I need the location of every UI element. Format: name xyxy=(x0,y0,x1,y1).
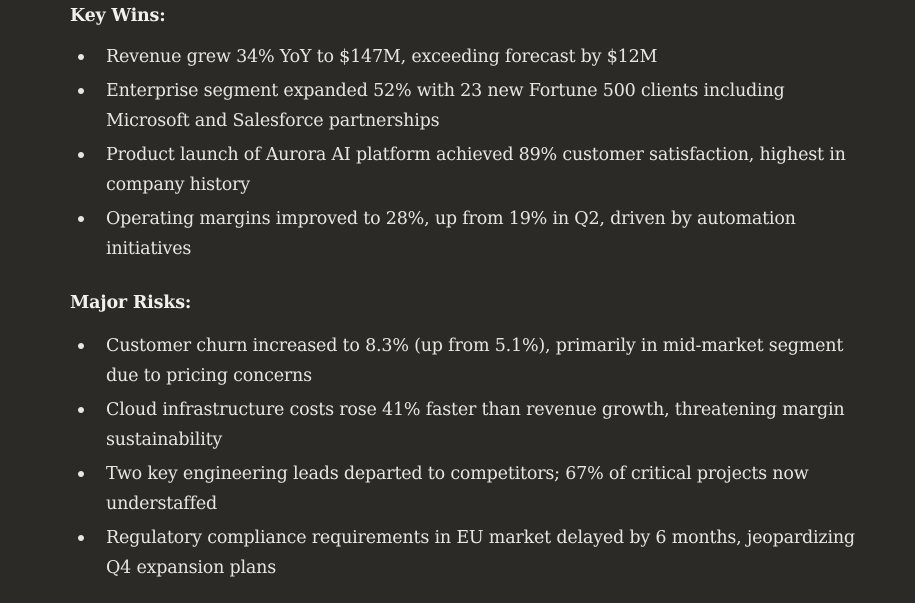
bullet-icon xyxy=(78,216,84,222)
list-item xyxy=(70,459,860,519)
list-item xyxy=(70,42,860,72)
bullet-icon xyxy=(78,535,84,541)
bullet-icon xyxy=(78,152,84,158)
list-item xyxy=(70,395,860,455)
bullet-icon xyxy=(78,54,84,60)
list-item-text: Enterprise segment expanded 52% with 23 new Fortune 500 clients including Microsoft and Salesforce partnerships xyxy=(106,81,785,131)
list-item xyxy=(70,331,860,391)
list-item-text: Cloud infrastructure costs rose 41% faster than revenue growth, threatening margin sustainability xyxy=(106,400,845,450)
list-item xyxy=(70,523,860,583)
list-item-text: Operating margins improved to 28%, up from 19% in Q2, driven by automation initiatives xyxy=(106,209,796,259)
bullet-icon xyxy=(78,343,84,349)
major-risks-heading: Major Risks: xyxy=(70,293,192,313)
major-risks-list xyxy=(70,331,860,587)
list-item-text: Two key engineering leads departed to competitors; 67% of critical projects now understaffed xyxy=(106,464,809,514)
list-item-text: Customer churn increased to 8.3% (up from 5.1%), primarily in mid-market segment due to pricing concerns xyxy=(106,336,844,386)
key-wins-heading: Key Wins: xyxy=(70,6,166,26)
list-item xyxy=(70,140,860,200)
key-wins-list xyxy=(70,42,860,268)
list-item-text: Revenue grew 34% YoY to $147M, exceeding forecast by $12M xyxy=(106,47,658,67)
bullet-icon xyxy=(78,407,84,413)
list-item xyxy=(70,76,860,136)
list-item-text: Product launch of Aurora AI platform achieved 89% customer satisfaction, highest in company history xyxy=(106,145,846,195)
bullet-icon xyxy=(78,471,84,477)
list-item-text: Regulatory compliance requirements in EU market delayed by 6 months, jeopardizing Q4 expansion plans xyxy=(106,528,855,578)
list-item xyxy=(70,204,860,264)
bullet-icon xyxy=(78,88,84,94)
